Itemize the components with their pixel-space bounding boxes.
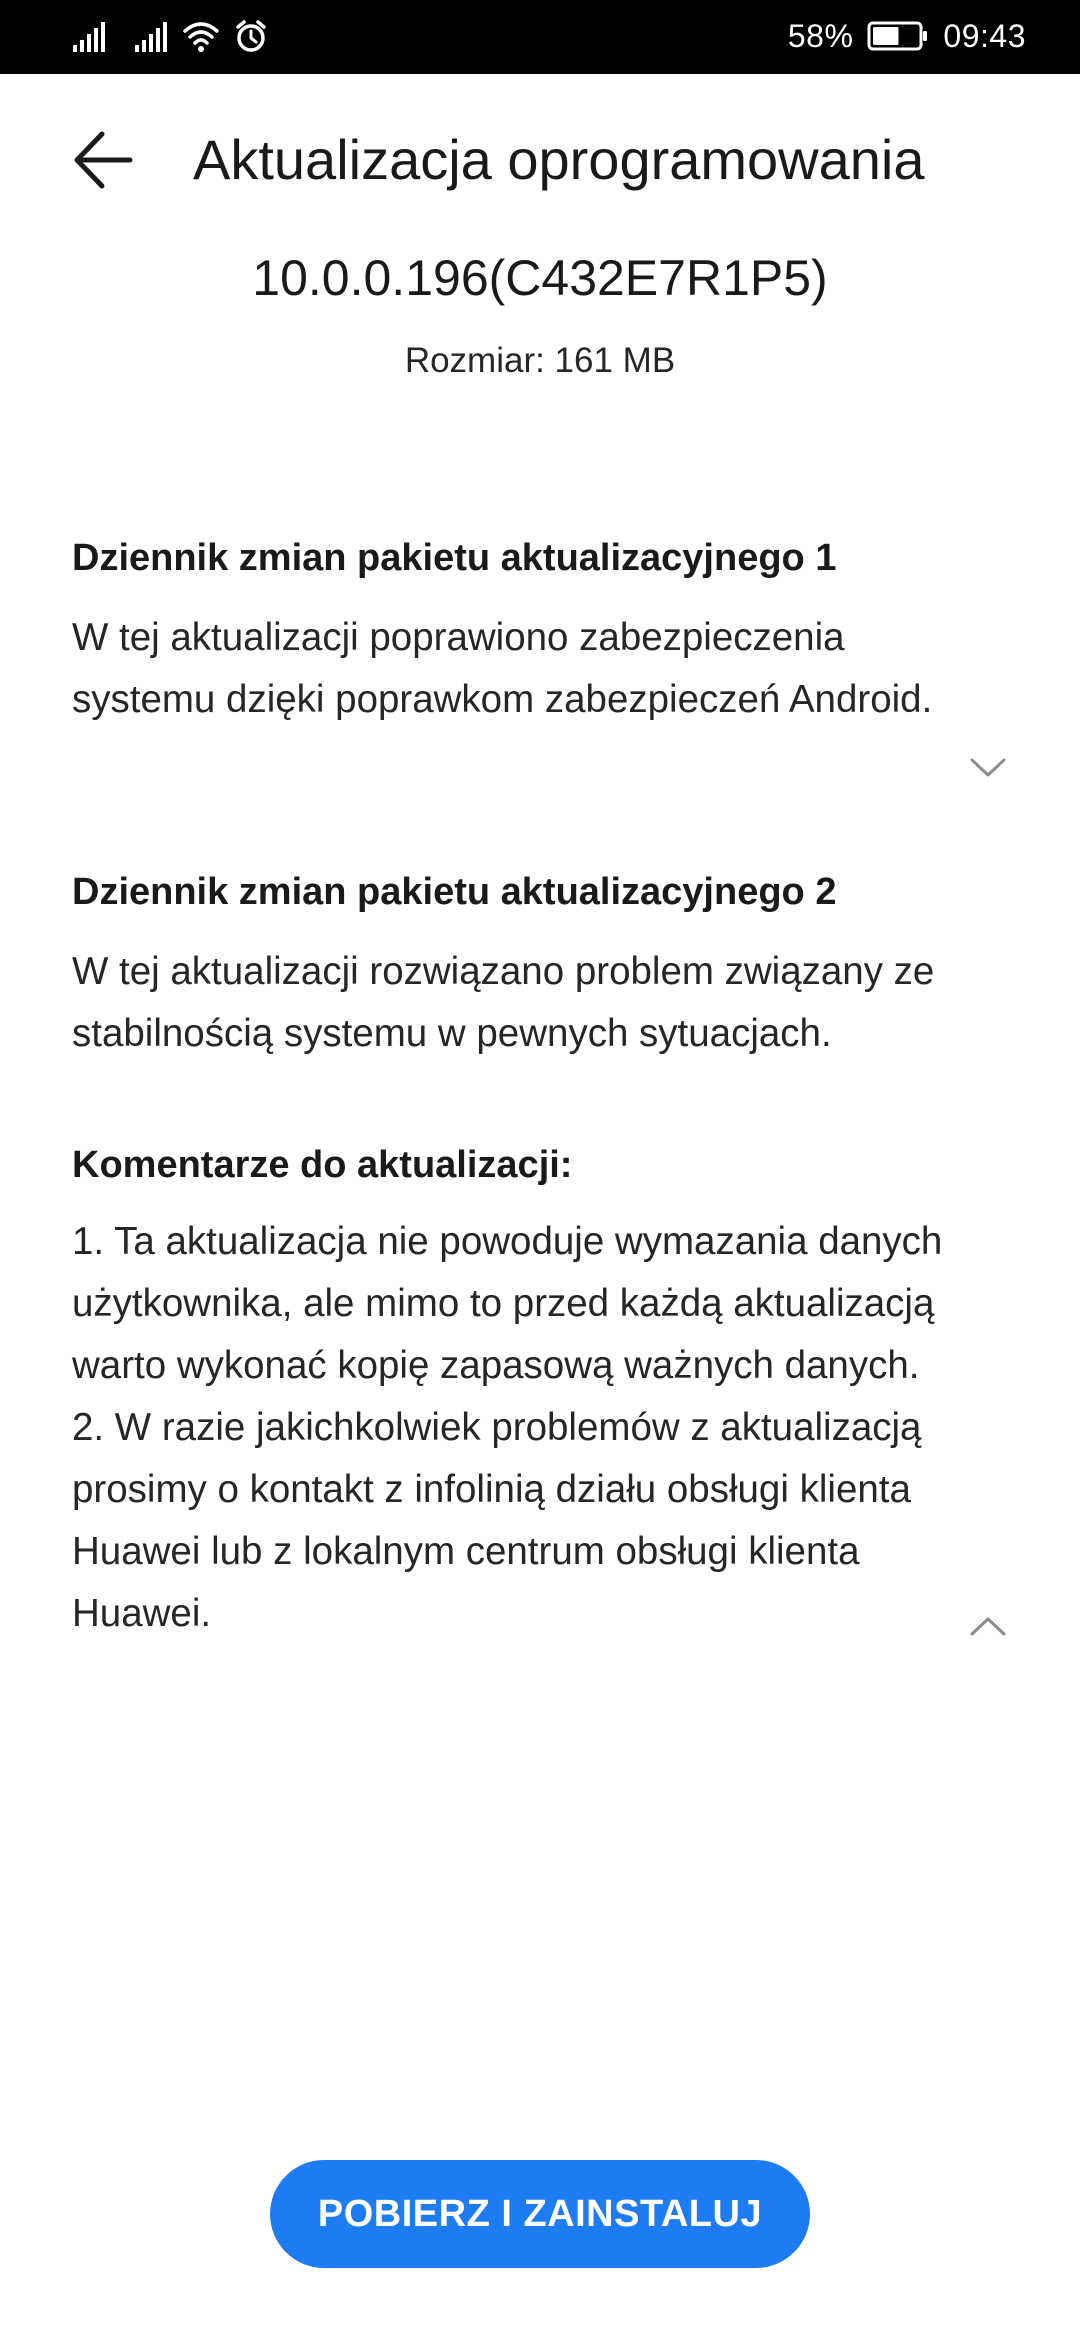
update-size: Rozmiar: 161 MB <box>404 341 676 380</box>
signal-icon <box>134 18 168 56</box>
changelog-1-line: W tej aktualizacji poprawiono zabezpieczenia <box>72 616 845 659</box>
status-bar-left <box>72 18 268 56</box>
chevron-up-icon[interactable] <box>968 1613 1008 1639</box>
comments-line: Huawei lub z lokalnym centrum obsługi klienta <box>72 1530 860 1573</box>
wifi-icon <box>182 18 220 56</box>
changelog-2-title: Dziennik zmian pakietu aktualizacyjnego 2 <box>72 871 837 913</box>
comments-title: Komentarze do aktualizacji: <box>72 1144 573 1186</box>
download-and-install-button[interactable]: POBIERZ I ZAINSTALUJ <box>270 2160 810 2268</box>
battery-percent: 58% <box>787 18 854 54</box>
changelog-1-body <box>72 607 1012 731</box>
chevron-down-icon[interactable] <box>968 755 1008 781</box>
comments-line: warto wykonać kopię zapasową ważnych danych. <box>72 1344 920 1387</box>
changelog-2-line: W tej aktualizacji rozwiązano problem związany ze <box>72 950 935 993</box>
changelog-2-body <box>72 941 1012 1065</box>
battery-icon <box>867 17 929 55</box>
update-version: 10.0.0.196(C432E7R1P5) <box>252 250 828 306</box>
alarm-icon <box>234 18 268 56</box>
comments-body <box>72 1211 1012 1645</box>
changelog-1-title: Dziennik zmian pakietu aktualizacyjnego 1 <box>72 537 837 579</box>
comments-line: prosimy o kontakt z infolinią działu obsługi klienta <box>72 1468 911 1511</box>
status-bar-right <box>788 17 1026 55</box>
app-header <box>0 110 1080 210</box>
clock: 09:43 <box>943 18 1026 54</box>
back-button[interactable] <box>68 124 148 196</box>
arrow-left-icon <box>68 124 148 196</box>
comments-line: Huawei. <box>72 1592 212 1635</box>
status-bar <box>0 0 1080 74</box>
page-title: Aktualizacja oprogramowania <box>193 128 925 191</box>
changelog-2-line: stabilnością systemu w pewnych sytuacjach. <box>72 1012 832 1055</box>
comments-line: 2. W razie jakichkolwiek problemów z aktualizacją <box>72 1406 922 1449</box>
signal-icon <box>72 18 106 56</box>
changelog-1-line: systemu dzięki poprawkom zabezpieczeń Android. <box>72 678 933 721</box>
comments-line: 1. Ta aktualizacja nie powoduje wymazania danych <box>72 1220 943 1263</box>
comments-line: użytkownika, ale mimo to przed każdą aktualizacją <box>72 1282 935 1325</box>
